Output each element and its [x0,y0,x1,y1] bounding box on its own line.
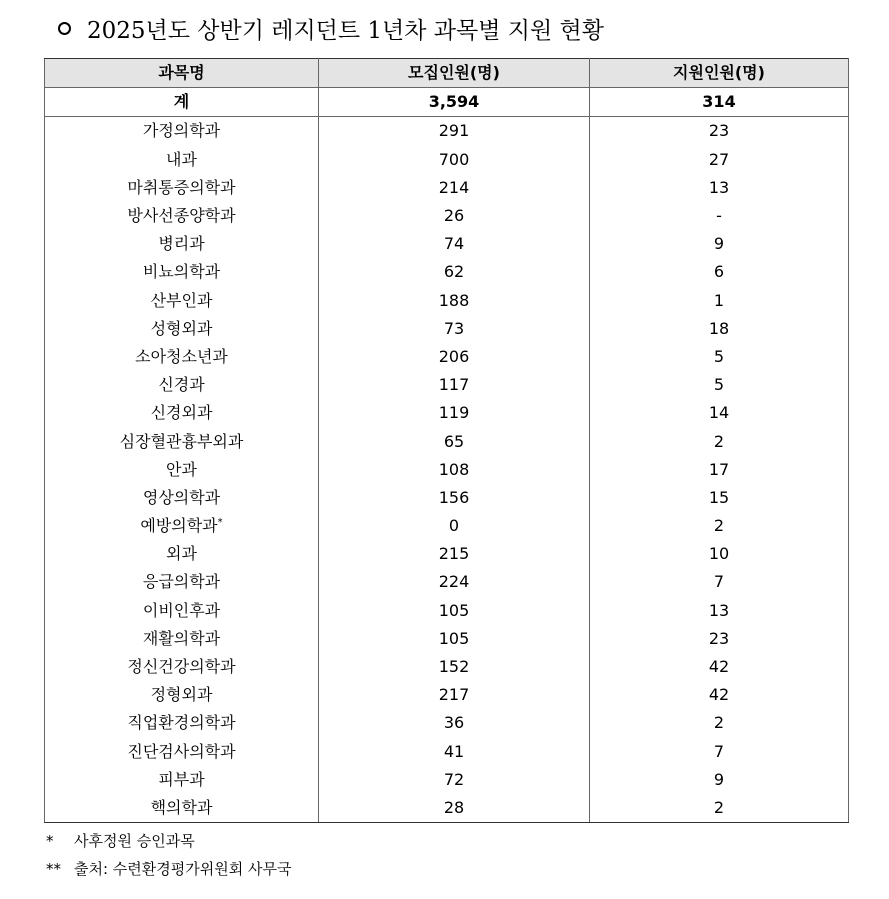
subject-cell [45,117,319,146]
apply-cell: 6 [590,258,849,286]
table-row [45,597,849,625]
header-recruit: 모집인원(명) [319,59,590,88]
recruit-cell: 74 [319,230,590,258]
header-subject: 과목명 [45,59,319,88]
recruit-cell: 119 [319,399,590,427]
recruit-cell: 156 [319,484,590,512]
footnotes [46,827,291,883]
apply-cell: 17 [590,456,849,484]
recruit-cell: 0 [319,512,590,540]
subject-cell [45,540,319,568]
table-row [45,456,849,484]
subject-name: 내과 [166,149,197,169]
table-row [45,287,849,315]
total-row [45,88,849,117]
table-row [45,399,849,427]
apply-cell: 5 [590,343,849,371]
recruit-cell: 73 [319,315,590,343]
apply-cell: 18 [590,315,849,343]
subject-name: 산부인과 [150,290,213,310]
apply-cell: 42 [590,681,849,709]
apply-cell: 14 [590,399,849,427]
apply-cell: - [590,202,849,230]
subject-cell [45,456,319,484]
table-row [45,174,849,202]
apply-cell: 5 [590,371,849,399]
subject-name: 신경외과 [150,403,213,423]
recruit-cell: 65 [319,427,590,455]
total-recruit: 3,594 [319,88,590,117]
subject-cell [45,597,319,625]
recruit-cell: 700 [319,146,590,174]
table-row [45,117,849,146]
subject-cell [45,427,319,455]
recruit-cell: 206 [319,343,590,371]
subject-cell [45,709,319,737]
apply-cell: 2 [590,427,849,455]
table-row [45,568,849,596]
apply-cell: 7 [590,738,849,766]
recruit-cell: 105 [319,597,590,625]
table-header-row [45,59,849,88]
apply-cell: 15 [590,484,849,512]
subject-name: 직업환경의학과 [127,713,236,733]
recruit-cell: 217 [319,681,590,709]
subject-name: 안과 [166,459,197,479]
apply-cell: 2 [590,709,849,737]
recruit-cell: 26 [319,202,590,230]
apply-cell: 27 [590,146,849,174]
subject-name: 정신건강의학과 [127,657,236,677]
subject-cell [45,794,319,823]
apply-cell: 10 [590,540,849,568]
table-row [45,230,849,258]
footnote-2 [46,855,291,883]
subject-cell [45,371,319,399]
table-row [45,371,849,399]
subject-name: 핵의학과 [150,797,213,817]
footnote-mark: * [217,517,223,529]
subject-cell [45,230,319,258]
recruit-cell: 117 [319,371,590,399]
subject-cell [45,738,319,766]
subject-name: 방사선종양학과 [127,206,236,226]
apply-cell: 7 [590,568,849,596]
applications-table [44,58,849,823]
recruit-cell: 188 [319,287,590,315]
subject-cell [45,258,319,286]
title-text: 2025년도 상반기 레지던트 1년차 과목별 지원 현황 [87,18,604,44]
apply-cell: 2 [590,794,849,823]
table-row [45,484,849,512]
apply-cell: 23 [590,625,849,653]
apply-cell: 9 [590,230,849,258]
subject-name: 마취통증의학과 [127,177,236,197]
recruit-cell: 36 [319,709,590,737]
apply-cell: 13 [590,174,849,202]
recruit-cell: 152 [319,653,590,681]
subject-cell [45,625,319,653]
footnote-2-text: 출처: 수련환경평가위원회 사무국 [74,860,292,878]
subject-name: 응급의학과 [142,572,221,592]
subject-name: 심장혈관흉부외과 [119,431,244,451]
header-apply: 지원인원(명) [590,59,849,88]
subject-cell [45,202,319,230]
table-row [45,653,849,681]
subject-name: 비뇨의학과 [142,262,221,282]
recruit-cell: 291 [319,117,590,146]
apply-cell: 23 [590,117,849,146]
table-row [45,794,849,823]
recruit-cell: 214 [319,174,590,202]
table-row [45,343,849,371]
subject-cell [45,766,319,794]
table-row [45,512,849,540]
subject-name: 정형외과 [150,685,213,705]
table-row [45,202,849,230]
recruit-cell: 105 [319,625,590,653]
subject-cell [45,315,319,343]
subject-name: 예방의학과 [140,516,218,536]
table-row [45,766,849,794]
table-row [45,738,849,766]
apply-cell: 1 [590,287,849,315]
recruit-cell: 72 [319,766,590,794]
footnote-2-symbol: ** [46,860,61,878]
subject-cell [45,681,319,709]
footnote-1-symbol: * [46,832,54,850]
subject-cell [45,287,319,315]
recruit-cell: 224 [319,568,590,596]
total-label: 계 [45,88,319,117]
subject-cell [45,146,319,174]
apply-cell: 9 [590,766,849,794]
subject-name: 소아청소년과 [135,346,228,366]
table-row [45,146,849,174]
total-apply: 314 [590,88,849,117]
subject-cell [45,653,319,681]
recruit-cell: 28 [319,794,590,823]
table-row [45,427,849,455]
recruit-cell: 108 [319,456,590,484]
subject-name: 진단검사의학과 [127,741,236,761]
document-title [58,12,604,45]
subject-name: 피부과 [158,769,205,789]
subject-name: 외과 [166,544,197,564]
subject-name: 신경과 [158,375,205,395]
subject-name: 재활의학과 [142,628,221,648]
subject-name: 가정의학과 [142,121,221,141]
recruit-cell: 215 [319,540,590,568]
subject-cell [45,568,319,596]
footnote-1-text: 사후정원 승인과목 [74,832,195,850]
table-row [45,625,849,653]
table-row [45,540,849,568]
table-row [45,315,849,343]
footnote-1 [46,827,291,855]
apply-cell: 13 [590,597,849,625]
subject-cell [45,484,319,512]
recruit-cell: 62 [319,258,590,286]
subject-name: 병리과 [158,234,205,254]
subject-cell [45,399,319,427]
subject-cell [45,343,319,371]
table-row [45,709,849,737]
subject-cell [45,512,319,540]
subject-name: 영상의학과 [142,487,221,507]
recruit-cell: 41 [319,738,590,766]
subject-name: 성형외과 [150,318,213,338]
subject-name: 이비인후과 [142,600,221,620]
apply-cell: 2 [590,512,849,540]
apply-cell: 42 [590,653,849,681]
table-row [45,258,849,286]
table-row [45,681,849,709]
subject-cell [45,174,319,202]
circle-bullet-icon [58,22,71,35]
